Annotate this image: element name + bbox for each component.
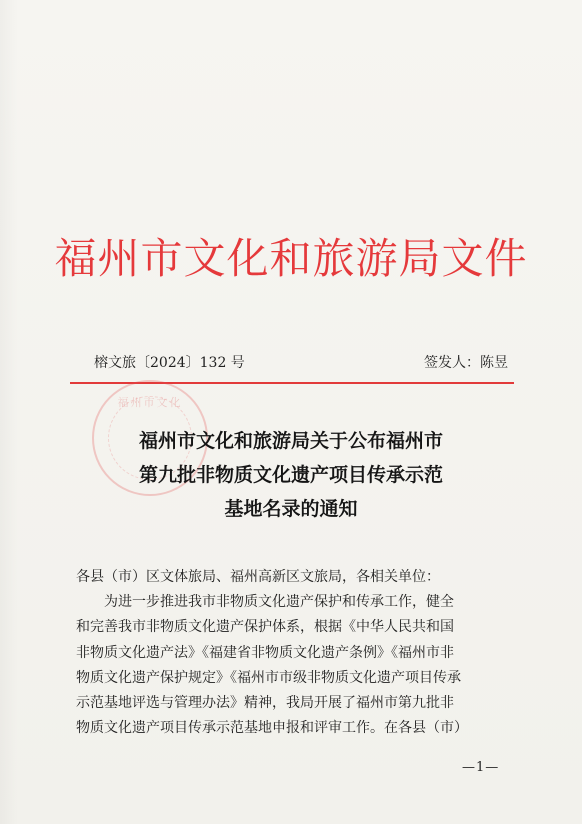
document-masthead: 福州市文化和旅游局文件 [54, 234, 528, 283]
title-line: 福州市文化和旅游局关于公布福州市 [138, 430, 443, 452]
signer [424, 352, 508, 372]
body-line: 物质文化遗产项目传承示范基地申报和评审工作。在各县（市） [76, 720, 468, 737]
scan-edge-shadow [0, 0, 18, 824]
body-line: 示范基地评选与管理办法》精神，我局开展了福州市第九批非 [76, 694, 454, 711]
seal-text: 福州市文化 [117, 396, 183, 409]
title-line: 基地名录的通知 [224, 498, 358, 520]
body-line: 非物质文化遗产法》《福建省非物质文化遗产条例》《福州市非 [76, 644, 454, 661]
title-line: 第九批非物质文化遗产项目传承示范 [138, 464, 443, 486]
body-line: 和完善我市非物质文化遗产保护体系，根据《中华人民共和国 [76, 619, 454, 636]
signer-label: 签发人： [424, 355, 480, 371]
signer-name: 陈昱 [480, 355, 508, 371]
document-body [76, 565, 512, 741]
document-title [0, 424, 582, 526]
document-number: 榕文旅〔2024〕132 号 [94, 355, 245, 371]
body-line: 为进一步推进我市非物质文化遗产保护和传承工作，健全 [104, 594, 454, 611]
page-number: —1— [462, 760, 500, 775]
body-line: 物质文化遗产保护规定》《福州市市级非物质文化遗产项目传承 [76, 669, 461, 686]
salutation-line: 各县（市）区文体旅局、福州高新区文旅局，各相关单位： [76, 569, 440, 585]
